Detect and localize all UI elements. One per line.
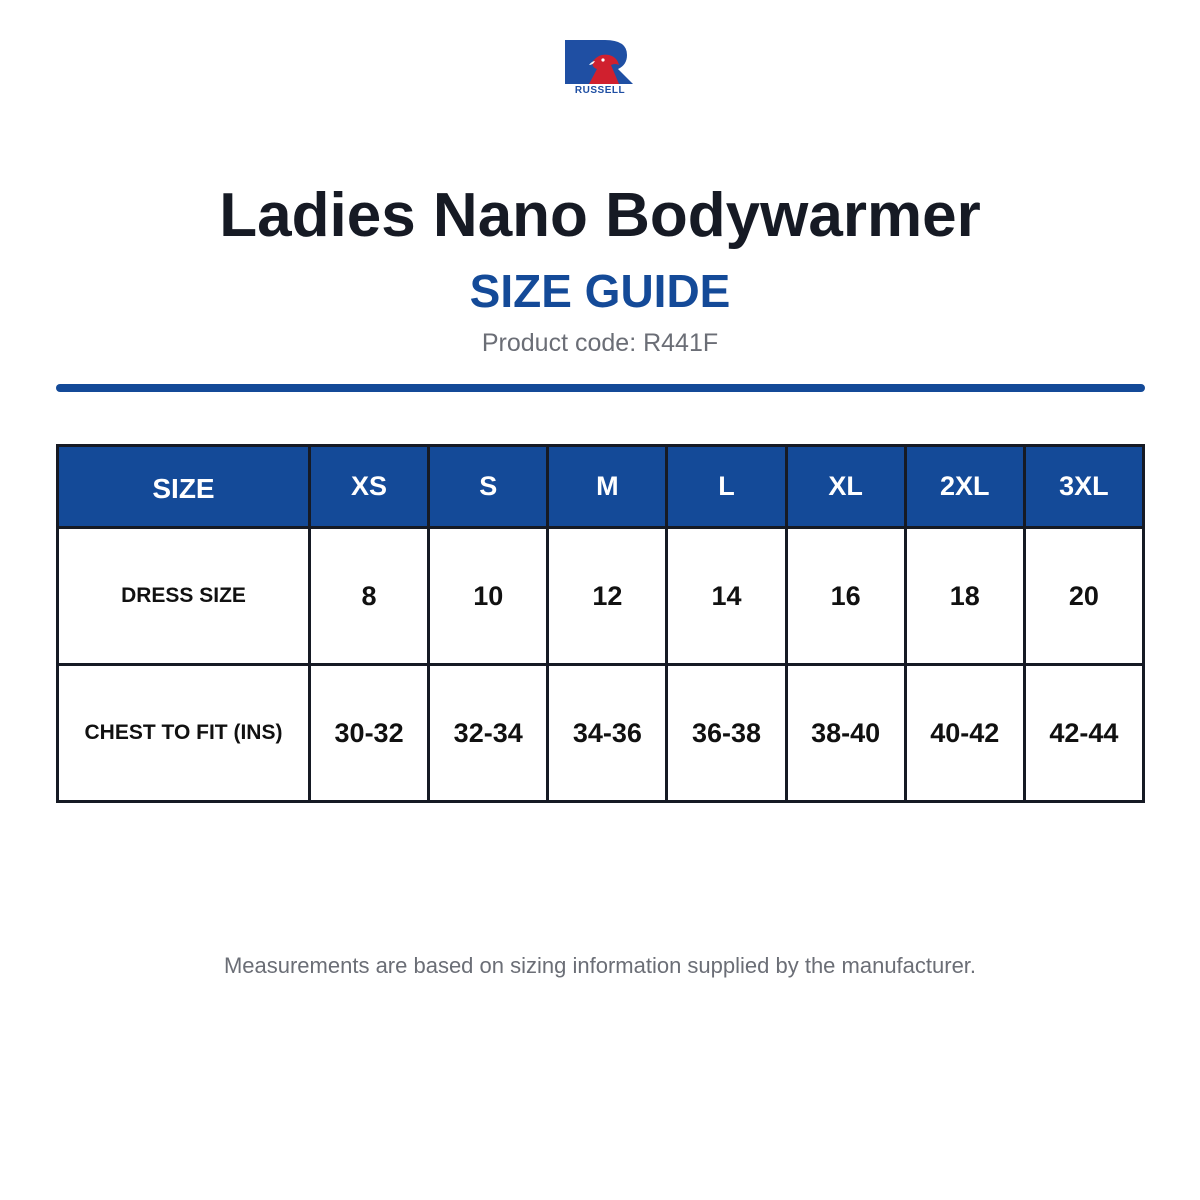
table-cell: 30-32: [310, 665, 429, 802]
header-cell: XS: [310, 446, 429, 528]
table-cell: 36-38: [667, 665, 786, 802]
table-cell: 10: [429, 528, 548, 665]
row-label: CHEST TO FIT (INS): [58, 665, 310, 802]
table-row-chest: [58, 665, 1144, 802]
table-cell: 42-44: [1024, 665, 1143, 802]
row-label: DRESS SIZE: [58, 528, 310, 665]
header-cell: L: [667, 446, 786, 528]
header-cell: M: [548, 446, 667, 528]
table-cell: 14: [667, 528, 786, 665]
table-cell: 20: [1024, 528, 1143, 665]
header-cell: 2XL: [905, 446, 1024, 528]
header-cell: XL: [786, 446, 905, 528]
table-cell: 34-36: [548, 665, 667, 802]
size-guide-table: [56, 444, 1145, 803]
brand-wordmark: RUSSELL: [574, 85, 626, 96]
table-cell: 40-42: [905, 665, 1024, 802]
divider-rule: [56, 384, 1145, 392]
page-title: Ladies Nano Bodywarmer: [219, 181, 981, 250]
table-cell: 16: [786, 528, 905, 665]
table-cell: 18: [905, 528, 1024, 665]
page-subtitle: SIZE GUIDE: [469, 265, 731, 317]
table-row-dress-size: [58, 528, 1144, 665]
table-cell: 12: [548, 528, 667, 665]
header-cell: 3XL: [1024, 446, 1143, 528]
header-cell: S: [429, 446, 548, 528]
table-cell: 8: [310, 528, 429, 665]
header-cell-size: SIZE: [58, 446, 310, 528]
product-code: Product code: R441F: [481, 329, 719, 357]
russell-r-emblem-icon: [563, 39, 637, 85]
footnote: Measurements are based on sizing information supplied by the manufacturer.: [223, 953, 977, 978]
table-cell: 38-40: [786, 665, 905, 802]
russell-logo: [563, 39, 637, 97]
table-header-row: [58, 446, 1144, 528]
table-cell: 32-34: [429, 665, 548, 802]
